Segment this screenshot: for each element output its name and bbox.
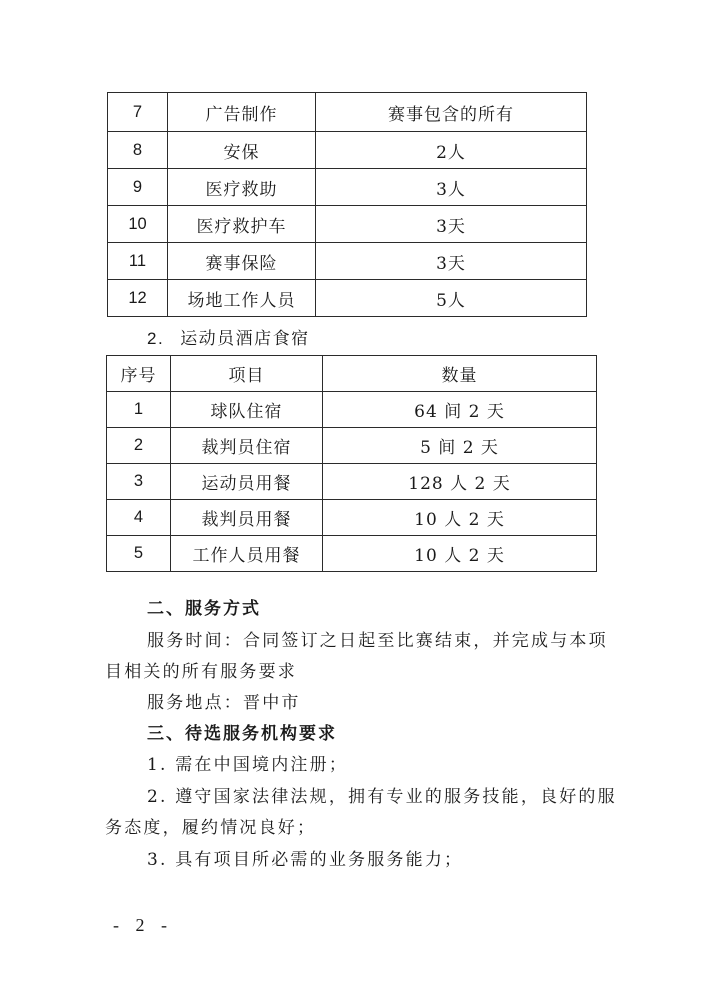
row-quantity: 3人 xyxy=(316,169,587,206)
service-time-line2: 目相关的所有服务要求 xyxy=(105,662,297,682)
table-row xyxy=(107,428,597,464)
row-item: 球队住宿 xyxy=(171,392,323,428)
row-quantity: 5人 xyxy=(316,280,587,317)
service-method-heading: 二、服务方式 xyxy=(147,599,261,619)
requirement-2-line1: 2. 遵守国家法律法规，拥有专业的服务技能，良好的服 xyxy=(147,787,617,807)
row-number: 3 xyxy=(107,464,171,500)
service-items-table xyxy=(107,92,587,317)
requirement-2-line2: 务态度，履约情况良好； xyxy=(105,818,317,838)
row-quantity: 10 人 2 天 xyxy=(323,500,597,536)
row-item: 安保 xyxy=(168,132,316,169)
table-row xyxy=(107,500,597,536)
row-quantity: 64 间 2 天 xyxy=(323,392,597,428)
row-number: 1 xyxy=(107,392,171,428)
row-number: 8 xyxy=(108,132,168,169)
table-row xyxy=(107,536,597,572)
hotel-meals-table xyxy=(106,355,597,572)
row-quantity: 3天 xyxy=(316,206,587,243)
row-item: 工作人员用餐 xyxy=(171,536,323,572)
page-number: - 2 - xyxy=(113,915,173,935)
row-item: 运动员用餐 xyxy=(171,464,323,500)
row-item: 场地工作人员 xyxy=(168,280,316,317)
service-location: 服务地点：晋中市 xyxy=(147,693,301,713)
section-title-text: 运动员酒店食宿 xyxy=(180,329,310,349)
section-number: 2. xyxy=(147,329,165,348)
row-item: 医疗救助 xyxy=(168,169,316,206)
row-number: 12 xyxy=(108,280,168,317)
row-item: 赛事保险 xyxy=(168,243,316,280)
row-quantity: 10 人 2 天 xyxy=(323,536,597,572)
row-quantity: 3天 xyxy=(316,243,587,280)
row-number: 2 xyxy=(107,428,171,464)
row-item: 裁判员住宿 xyxy=(171,428,323,464)
table-row xyxy=(108,243,587,280)
row-item: 广告制作 xyxy=(168,93,316,132)
requirements-heading: 三、待选服务机构要求 xyxy=(147,724,337,744)
header-item: 项目 xyxy=(171,356,323,392)
row-number: 7 xyxy=(108,93,168,132)
table-row xyxy=(108,280,587,317)
service-time-line1: 服务时间：合同签订之日起至比赛结束，并完成与本项 xyxy=(147,631,608,651)
row-item: 医疗救护车 xyxy=(168,206,316,243)
row-number: 4 xyxy=(107,500,171,536)
table-row xyxy=(107,464,597,500)
table-row xyxy=(107,392,597,428)
header-quantity: 数量 xyxy=(323,356,597,392)
row-number: 11 xyxy=(108,243,168,280)
row-number: 10 xyxy=(108,206,168,243)
row-quantity: 赛事包含的所有 xyxy=(316,93,587,132)
row-number: 5 xyxy=(107,536,171,572)
row-item: 裁判员用餐 xyxy=(171,500,323,536)
row-quantity: 2人 xyxy=(316,132,587,169)
row-quantity: 128 人 2 天 xyxy=(323,464,597,500)
requirement-1: 1. 需在中国境内注册； xyxy=(147,755,349,775)
row-number: 9 xyxy=(108,169,168,206)
table-row xyxy=(108,93,587,132)
table-row xyxy=(108,169,587,206)
requirement-3: 3. 具有项目所必需的业务服务能力； xyxy=(147,850,464,870)
row-quantity: 5 间 2 天 xyxy=(323,428,597,464)
header-number: 序号 xyxy=(107,356,171,392)
table-row xyxy=(108,206,587,243)
table-row xyxy=(108,132,587,169)
table-header-row xyxy=(107,356,597,392)
section-title-hotel xyxy=(147,324,310,349)
